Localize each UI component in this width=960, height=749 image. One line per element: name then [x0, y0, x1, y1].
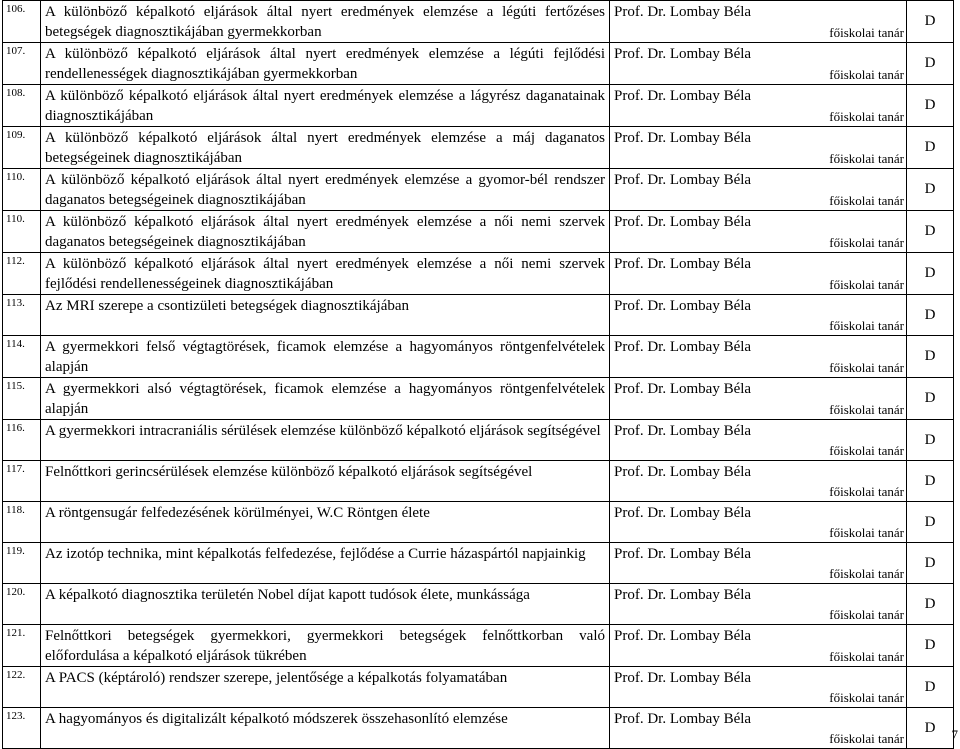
topics-table-body	[3, 1, 954, 749]
supervisor-cell	[610, 708, 907, 749]
supervisor-title: főiskolai tanár	[829, 690, 904, 705]
supervisor-name: Prof. Dr. Lombay Béla	[614, 172, 752, 188]
topic-number: 108.	[3, 85, 41, 127]
topic-code: D	[907, 584, 954, 625]
topic-title-cell	[41, 502, 610, 543]
topic-title: A röntgensugár felfedezésének körülményei, W.C Röntgen élete	[45, 505, 430, 521]
topic-code: D	[907, 211, 954, 253]
topic-code: D	[907, 43, 954, 85]
topic-number: 120.	[3, 584, 41, 625]
topic-title-cell	[41, 625, 610, 667]
topic-title: A különböző képalkotó eljárások által nyert eredmények elemzése a máj daganatos betegségeinek diagnosztikájában	[45, 130, 605, 166]
topic-title: Az izotóp technika, mint képalkotás felfedezése, fejlődése a Currie házaspártól napjainkig	[45, 546, 586, 562]
supervisor-title: főiskolai tanár	[829, 235, 904, 250]
supervisor-title: főiskolai tanár	[829, 566, 904, 581]
topic-code: D	[907, 502, 954, 543]
topic-number: 118.	[3, 502, 41, 543]
supervisor-cell	[610, 584, 907, 625]
supervisor-cell	[610, 378, 907, 420]
supervisor-cell	[610, 543, 907, 584]
topic-title-cell	[41, 295, 610, 336]
supervisor-cell	[610, 336, 907, 378]
supervisor-name: Prof. Dr. Lombay Béla	[614, 628, 752, 644]
topic-title-cell	[41, 43, 610, 85]
supervisor-title: főiskolai tanár	[829, 731, 904, 746]
supervisor-cell	[610, 1, 907, 43]
supervisor-cell	[610, 127, 907, 169]
topic-number: 117.	[3, 461, 41, 502]
topic-title: A különböző képalkotó eljárások által nyert eredmények elemzése a lágyrész daganatainak diagnosztikájában	[45, 88, 605, 124]
supervisor-name: Prof. Dr. Lombay Béla	[614, 587, 752, 603]
topic-code: D	[907, 295, 954, 336]
supervisor-cell	[610, 420, 907, 461]
topic-title-cell	[41, 378, 610, 420]
topic-title: A hagyományos és digitalizált képalkotó módszerek összehasonlító elemzése	[45, 711, 508, 727]
supervisor-cell	[610, 211, 907, 253]
topic-title: A képalkotó diagnosztika területén Nobel díjat kapott tudósok élete, munkássága	[45, 587, 530, 603]
topic-number: 107.	[3, 43, 41, 85]
supervisor-title: főiskolai tanár	[829, 443, 904, 458]
supervisor-title: főiskolai tanár	[829, 484, 904, 499]
supervisor-title: főiskolai tanár	[829, 649, 904, 664]
table-row	[3, 211, 954, 253]
supervisor-name: Prof. Dr. Lombay Béla	[614, 214, 752, 230]
table-row	[3, 43, 954, 85]
topic-code: D	[907, 169, 954, 211]
topic-number: 114.	[3, 336, 41, 378]
topic-title-cell	[41, 584, 610, 625]
supervisor-cell	[610, 625, 907, 667]
topic-title-cell	[41, 85, 610, 127]
supervisor-title: főiskolai tanár	[829, 151, 904, 166]
topic-title-cell	[41, 420, 610, 461]
topic-number: 123.	[3, 708, 41, 749]
supervisor-cell	[610, 502, 907, 543]
supervisor-name: Prof. Dr. Lombay Béla	[614, 339, 752, 355]
supervisor-cell	[610, 667, 907, 708]
supervisor-cell	[610, 295, 907, 336]
topic-code: D	[907, 1, 954, 43]
topic-title: A különböző képalkotó eljárások által nyert eredmények elemzése a női nemi szervek daganatos betegségeinek diagnosztikájában	[45, 214, 605, 250]
topic-code: D	[907, 253, 954, 295]
topic-code: D	[907, 85, 954, 127]
supervisor-title: főiskolai tanár	[829, 607, 904, 622]
topic-number: 106.	[3, 1, 41, 43]
table-row	[3, 667, 954, 708]
topic-title: A különböző képalkotó eljárások által nyert eredmények elemzése a légúti fejlődési rendellenességek diagnosztikájában gyermekkorban	[45, 46, 605, 82]
table-row	[3, 253, 954, 295]
supervisor-name: Prof. Dr. Lombay Béla	[614, 130, 752, 146]
table-row	[3, 461, 954, 502]
supervisor-cell	[610, 85, 907, 127]
supervisor-name: Prof. Dr. Lombay Béla	[614, 711, 752, 727]
topic-title-cell	[41, 461, 610, 502]
topic-number: 112.	[3, 253, 41, 295]
supervisor-cell	[610, 169, 907, 211]
topic-title-cell	[41, 543, 610, 584]
table-row	[3, 420, 954, 461]
topic-code: D	[907, 461, 954, 502]
topic-title-cell	[41, 1, 610, 43]
supervisor-title: főiskolai tanár	[829, 525, 904, 540]
topic-title: A különböző képalkotó eljárások által nyert eredmények elemzése a női nemi szervek fejlődési rendellenességeinek diagnosztikájában	[45, 256, 605, 292]
topic-title-cell	[41, 708, 610, 749]
topic-code: D	[907, 625, 954, 667]
topic-code: D	[907, 378, 954, 420]
supervisor-name: Prof. Dr. Lombay Béla	[614, 46, 752, 62]
supervisor-name: Prof. Dr. Lombay Béla	[614, 423, 752, 439]
topic-title: A különböző képalkotó eljárások által nyert eredmények elemzése a légúti fertőzéses betegségek diagnosztikájában gyermekkorban	[45, 4, 605, 40]
table-row	[3, 1, 954, 43]
table-row	[3, 336, 954, 378]
topic-code: D	[907, 420, 954, 461]
topic-number: 113.	[3, 295, 41, 336]
table-row	[3, 543, 954, 584]
supervisor-title: főiskolai tanár	[829, 402, 904, 417]
topic-number: 122.	[3, 667, 41, 708]
topic-code: D	[907, 708, 954, 749]
topic-title: Felnőttkori gerincsérülések elemzése különböző képalkotó eljárások segítségével	[45, 464, 533, 480]
topic-code: D	[907, 667, 954, 708]
topic-title: Felnőttkori betegségek gyermekkori, gyermekkori betegségek felnőttkorban való előfordulása a képalkotó eljárások tükrében	[45, 628, 605, 664]
topic-title-cell	[41, 169, 610, 211]
table-row	[3, 625, 954, 667]
supervisor-title: főiskolai tanár	[829, 67, 904, 82]
topic-code: D	[907, 336, 954, 378]
topic-title-cell	[41, 667, 610, 708]
supervisor-name: Prof. Dr. Lombay Béla	[614, 4, 752, 20]
supervisor-title: főiskolai tanár	[829, 109, 904, 124]
topic-code: D	[907, 127, 954, 169]
topic-number: 116.	[3, 420, 41, 461]
topic-title-cell	[41, 336, 610, 378]
supervisor-name: Prof. Dr. Lombay Béla	[614, 298, 752, 314]
topic-title-cell	[41, 127, 610, 169]
thesis-topics-table	[2, 0, 954, 749]
topic-title-cell	[41, 211, 610, 253]
supervisor-title: főiskolai tanár	[829, 360, 904, 375]
topic-title: A gyermekkori alsó végtagtörések, ficamok elemzése a hagyományos röntgenfelvételek alapján	[45, 381, 605, 417]
supervisor-cell	[610, 253, 907, 295]
topic-title-cell	[41, 253, 610, 295]
table-row	[3, 127, 954, 169]
supervisor-title: főiskolai tanár	[829, 25, 904, 40]
topic-title: A különböző képalkotó eljárások által nyert eredmények elemzése a gyomor-bél rendszer daganatos betegségeinek diagnosztikájában	[45, 172, 605, 208]
topic-number: 110.	[3, 169, 41, 211]
supervisor-title: főiskolai tanár	[829, 318, 904, 333]
table-row	[3, 378, 954, 420]
supervisor-name: Prof. Dr. Lombay Béla	[614, 88, 752, 104]
supervisor-name: Prof. Dr. Lombay Béla	[614, 464, 752, 480]
topic-title: A PACS (képtároló) rendszer szerepe, jelentősége a képalkotás folyamatában	[45, 670, 508, 686]
table-row	[3, 584, 954, 625]
topic-title: Az MRI szerepe a csontizületi betegségek diagnosztikájában	[45, 298, 410, 314]
topic-number: 121.	[3, 625, 41, 667]
table-row	[3, 502, 954, 543]
supervisor-title: főiskolai tanár	[829, 277, 904, 292]
supervisor-title: főiskolai tanár	[829, 193, 904, 208]
topic-number: 110.	[3, 211, 41, 253]
supervisor-name: Prof. Dr. Lombay Béla	[614, 256, 752, 272]
table-row	[3, 295, 954, 336]
supervisor-name: Prof. Dr. Lombay Béla	[614, 546, 752, 562]
topic-number: 115.	[3, 378, 41, 420]
topic-title: A gyermekkori intracraniális sérülések elemzése különböző képalkotó eljárások segítségével	[45, 423, 601, 439]
supervisor-cell	[610, 461, 907, 502]
table-row	[3, 708, 954, 749]
supervisor-cell	[610, 43, 907, 85]
table-row	[3, 169, 954, 211]
page-number: 7	[951, 727, 958, 742]
topic-title: A gyermekkori felső végtagtörések, ficamok elemzése a hagyományos röntgenfelvételek alapján	[45, 339, 605, 375]
supervisor-name: Prof. Dr. Lombay Béla	[614, 670, 752, 686]
supervisor-name: Prof. Dr. Lombay Béla	[614, 505, 752, 521]
topic-number: 119.	[3, 543, 41, 584]
supervisor-name: Prof. Dr. Lombay Béla	[614, 381, 752, 397]
table-row	[3, 85, 954, 127]
topic-code: D	[907, 543, 954, 584]
topic-number: 109.	[3, 127, 41, 169]
